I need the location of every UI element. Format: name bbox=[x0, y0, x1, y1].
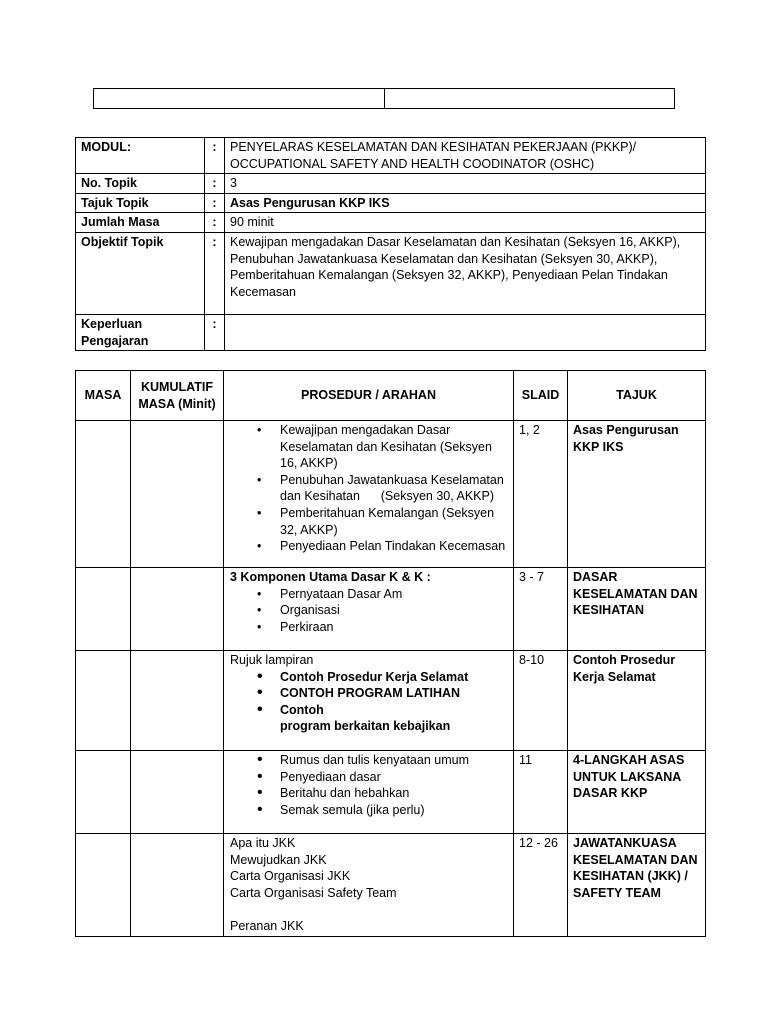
info-value-line: PENYELARAS KESELAMATAN DAN KESIHATAN PEKERJAAN (PKKP)/ bbox=[230, 140, 637, 154]
masa-cell bbox=[76, 751, 131, 834]
masa-cell bbox=[76, 421, 131, 568]
table-row bbox=[76, 651, 706, 751]
header-cell-left bbox=[94, 89, 385, 109]
slaid-cell: 3 - 7 bbox=[514, 568, 568, 651]
list-item: • Contoh bbox=[230, 702, 508, 719]
info-value: Asas Pengurusan KKP IKS bbox=[225, 193, 706, 213]
info-key: Keperluan Pengajaran bbox=[76, 314, 205, 350]
list-item: • Pernyataan Dasar Am bbox=[230, 586, 508, 603]
table-row bbox=[76, 751, 706, 834]
list-item: • Penubuhan Jawatankuasa Keselamatan dan Kesihatan (Seksyen 30, AKKP) bbox=[230, 472, 508, 505]
prosedur-line bbox=[230, 901, 508, 918]
info-sep: : bbox=[205, 193, 225, 213]
list-item: • Rumus dan tulis kenyataan umum bbox=[230, 752, 508, 769]
list-item-continuation: program berkaitan kebajikan bbox=[280, 719, 451, 734]
info-value bbox=[225, 138, 706, 174]
module-info-table bbox=[75, 137, 706, 351]
tajuk-cell: JAWATANKUASA KESELAMATAN DAN KESIHATAN (JKK) / SAFETY TEAM bbox=[568, 834, 706, 937]
tajuk-cell: Contoh Prosedur Kerja Selamat bbox=[568, 651, 706, 751]
info-value: Kewajipan mengadakan Dasar Keselamatan dan Kesihatan (Seksyen 16, AKKP), Penubuhan Jawatankuasa Keselamatan dan Kesihatan (Seksyen 30, AKKP), Pemberitahuan Kemalangan (Seksyen 32, AKKP), Penyediaan Pelan Tindakan Kecemasan bbox=[225, 232, 706, 314]
info-key: Objektif Topik bbox=[76, 232, 205, 314]
list-item: • Organisasi bbox=[230, 602, 508, 619]
bullet-list bbox=[230, 422, 508, 555]
list-item: • Beritahu dan hebahkan bbox=[230, 785, 508, 802]
list-item: • Contoh Prosedur Kerja Selamat bbox=[230, 669, 508, 686]
list-item: • Penyediaan Pelan Tindakan Kecemasan bbox=[230, 538, 508, 555]
prosedur-cell bbox=[224, 651, 514, 751]
kumulatif-cell bbox=[131, 751, 224, 834]
info-row-tajuk-topik bbox=[76, 193, 706, 213]
info-key: MODUL: bbox=[76, 138, 205, 174]
info-key: Jumlah Masa bbox=[76, 213, 205, 233]
info-value-line: OCCUPATIONAL SAFETY AND HEALTH COODINATOR (OSHC) bbox=[230, 156, 595, 171]
info-sep: : bbox=[205, 232, 225, 314]
prosedur-line: Mewujudkan JKK bbox=[230, 852, 327, 867]
col-header-tajuk: TAJUK bbox=[568, 371, 706, 421]
prosedur-cell bbox=[224, 568, 514, 651]
slaid-cell: 8-10 bbox=[514, 651, 568, 751]
list-item: • Pemberitahuan Kemalangan (Seksyen 32, AKKP) bbox=[230, 505, 508, 538]
table-row bbox=[76, 834, 706, 937]
prosedur-line: Carta Organisasi Safety Team bbox=[230, 885, 397, 900]
slaid-cell: 12 - 26 bbox=[514, 834, 568, 937]
lesson-header-row bbox=[76, 371, 706, 421]
list-item: • Perkiraan bbox=[230, 619, 508, 636]
col-header-slaid: SLAID bbox=[514, 371, 568, 421]
tajuk-cell: Asas Pengurusan KKP IKS bbox=[568, 421, 706, 568]
info-key: No. Topik bbox=[76, 174, 205, 194]
list-item: • Penyediaan dasar bbox=[230, 769, 508, 786]
masa-cell bbox=[76, 834, 131, 937]
table-row bbox=[76, 568, 706, 651]
info-sep: : bbox=[205, 174, 225, 194]
info-row-modul bbox=[76, 138, 706, 174]
info-value bbox=[225, 314, 706, 350]
tajuk-cell: 4-LANGKAH ASAS UNTUK LAKSANA DASAR KKP bbox=[568, 751, 706, 834]
col-header-prosedur: PROSEDUR / ARAHAN bbox=[224, 371, 514, 421]
prosedur-line: Peranan JKK bbox=[230, 918, 304, 933]
col-header-kumulatif: KUMULATIF MASA (Minit) bbox=[131, 371, 224, 421]
info-sep: : bbox=[205, 314, 225, 350]
info-value: 3 bbox=[225, 174, 706, 194]
info-row-keperluan bbox=[76, 314, 706, 350]
info-sep: : bbox=[205, 213, 225, 233]
tajuk-cell: DASAR KESELAMATAN DAN KESIHATAN bbox=[568, 568, 706, 651]
masa-cell bbox=[76, 651, 131, 751]
kumulatif-cell bbox=[131, 834, 224, 937]
info-row-jumlah-masa bbox=[76, 213, 706, 233]
info-row-no-topik bbox=[76, 174, 706, 194]
prosedur-lead: Rujuk lampiran bbox=[230, 653, 314, 667]
info-sep: : bbox=[205, 138, 225, 174]
info-row-objektif bbox=[76, 232, 706, 314]
header-cell-right bbox=[385, 89, 675, 109]
slaid-cell: 1, 2 bbox=[514, 421, 568, 568]
bullet-list bbox=[230, 669, 508, 719]
lesson-plan-table bbox=[75, 370, 706, 937]
prosedur-cell bbox=[224, 834, 514, 937]
list-item: • CONTOH PROGRAM LATIHAN bbox=[230, 685, 508, 702]
col-header-masa: MASA bbox=[76, 371, 131, 421]
masa-cell bbox=[76, 568, 131, 651]
kumulatif-cell bbox=[131, 651, 224, 751]
list-item: • Kewajipan mengadakan Dasar Keselamatan dan Kesihatan (Seksyen 16, AKKP) bbox=[230, 422, 508, 472]
bullet-list bbox=[230, 752, 508, 818]
list-item: • Semak semula (jika perlu) bbox=[230, 802, 508, 819]
info-value: 90 minit bbox=[225, 213, 706, 233]
kumulatif-cell bbox=[131, 421, 224, 568]
info-key: Tajuk Topik bbox=[76, 193, 205, 213]
prosedur-line: Apa itu JKK bbox=[230, 836, 296, 850]
prosedur-lead: 3 Komponen Utama Dasar K & K : bbox=[230, 570, 431, 584]
kumulatif-cell bbox=[131, 568, 224, 651]
prosedur-cell bbox=[224, 751, 514, 834]
prosedur-line: Carta Organisasi JKK bbox=[230, 869, 351, 884]
table-row bbox=[76, 421, 706, 568]
slaid-cell: 11 bbox=[514, 751, 568, 834]
header-blank-table bbox=[93, 88, 675, 109]
bullet-list bbox=[230, 586, 508, 636]
prosedur-cell bbox=[224, 421, 514, 568]
